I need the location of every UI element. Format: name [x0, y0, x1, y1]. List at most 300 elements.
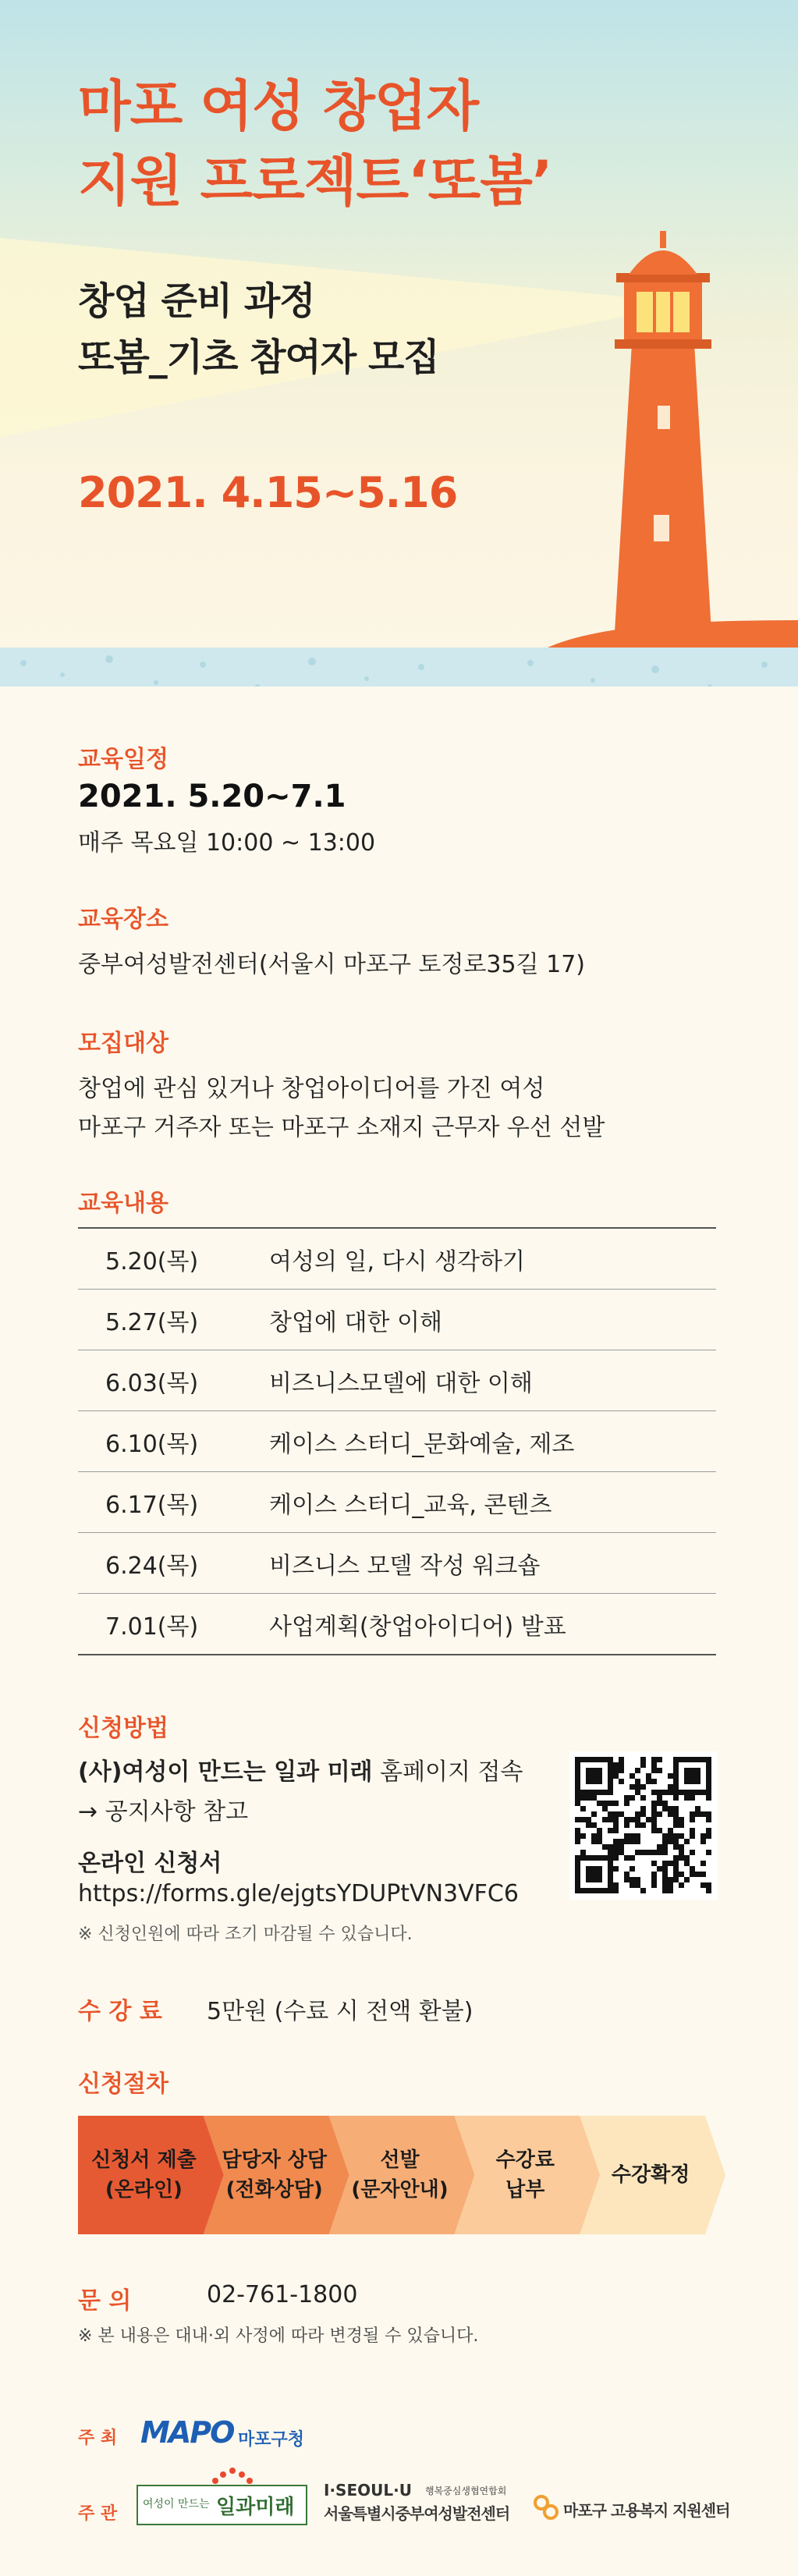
- qr-module: [662, 1833, 668, 1839]
- qr-module: [668, 1882, 673, 1888]
- qr-module: [679, 1757, 684, 1762]
- qr-module: [575, 1773, 580, 1779]
- qr-module: [684, 1861, 690, 1866]
- qr-module: [608, 1866, 613, 1872]
- mapo-gu-office: 마포구청: [238, 2430, 305, 2450]
- qr-module: [608, 1784, 613, 1790]
- qr-module: [706, 1768, 711, 1773]
- qr-module: [586, 1790, 591, 1795]
- qr-module: [700, 1882, 706, 1888]
- qr-module: [597, 1866, 602, 1872]
- procedure-step-line-2: (문자안내): [351, 2178, 449, 2202]
- qr-module: [673, 1806, 679, 1811]
- online-form-url[interactable]: https://forms.gle/ejgtsYDUPtVN3VFC6: [78, 1880, 519, 1907]
- qr-module: [613, 1762, 619, 1768]
- qr-module: [575, 1861, 580, 1866]
- qr-module: [684, 1768, 690, 1773]
- qr-module: [608, 1872, 613, 1877]
- qr-module: [662, 1872, 668, 1877]
- qr-module: [597, 1888, 602, 1893]
- subtitle-line-2: 또봄_기초 참여자 모집: [78, 335, 439, 379]
- qr-module: [651, 1822, 657, 1828]
- qr-module: [613, 1855, 619, 1861]
- qr-module: [635, 1817, 640, 1822]
- qr-module: [700, 1861, 706, 1866]
- title-line-2: 지원 프로젝트‘또봄’: [78, 149, 552, 213]
- curriculum-date: 6.24(목): [105, 1552, 199, 1580]
- fee-text: 5만원 (수료 시 전액 환불): [207, 1998, 473, 2025]
- qr-module: [673, 1817, 679, 1822]
- qr-module: [662, 1882, 668, 1888]
- qr-module: [640, 1811, 646, 1817]
- qr-module: [668, 1828, 673, 1833]
- curriculum-row: [78, 1533, 716, 1594]
- qr-module: [690, 1768, 695, 1773]
- qr-module: [662, 1888, 668, 1893]
- qr-module: [673, 1861, 679, 1866]
- section-label-procedure: 신청절차: [78, 2070, 168, 2098]
- org1-main-text: 일과미래: [216, 2496, 295, 2519]
- qr-module: [673, 1779, 679, 1784]
- qr-module: [640, 1757, 646, 1762]
- qr-module: [706, 1850, 711, 1855]
- qr-module: [690, 1779, 695, 1784]
- section-label-venue: 교육장소: [78, 906, 168, 933]
- schedule-dates: 2021. 5.20~7.1: [78, 779, 346, 814]
- qr-module: [591, 1790, 597, 1795]
- qr-module: [608, 1773, 613, 1779]
- host-label: 주 최: [78, 2429, 118, 2448]
- qr-module: [608, 1828, 613, 1833]
- procedure-step-line-2: (전화상담): [225, 2178, 323, 2202]
- qr-module: [640, 1762, 646, 1768]
- qr-module: [624, 1855, 630, 1861]
- employment-center-name: 마포구 고용복지 지원센터: [563, 2501, 730, 2520]
- sea-foam: [0, 648, 798, 687]
- qr-module: [684, 1790, 690, 1795]
- qr-module: [580, 1790, 586, 1795]
- qr-module: [591, 1811, 597, 1817]
- curriculum-content: 비즈니스 모델 작성 워크숍: [269, 1552, 541, 1580]
- qr-module: [597, 1790, 602, 1795]
- qr-module: [613, 1768, 619, 1773]
- qr-module: [602, 1855, 608, 1861]
- section-label-curriculum: 교육내용: [78, 1190, 168, 1217]
- qr-module: [635, 1768, 640, 1773]
- qr-module: [668, 1806, 673, 1811]
- organizer-label: 주 관: [78, 2504, 118, 2524]
- qr-module: [580, 1757, 586, 1762]
- qr-module: [651, 1882, 657, 1888]
- qr-module: [679, 1850, 684, 1855]
- qr-module: [608, 1861, 613, 1866]
- qr-module: [673, 1811, 679, 1817]
- qr-module: [597, 1833, 602, 1839]
- qr-module: [651, 1768, 657, 1773]
- hero-banner: [0, 0, 798, 687]
- qr-code[interactable]: [569, 1751, 718, 1900]
- curriculum-row: [78, 1229, 716, 1290]
- qr-module: [651, 1801, 657, 1806]
- qr-code-image: [569, 1751, 718, 1900]
- qr-module: [602, 1801, 608, 1806]
- qr-module: [613, 1817, 619, 1822]
- qr-module: [602, 1806, 608, 1811]
- qr-module: [651, 1850, 657, 1855]
- qr-module: [613, 1888, 619, 1893]
- qr-module: [608, 1888, 613, 1893]
- qr-module: [608, 1762, 613, 1768]
- qr-module: [602, 1817, 608, 1822]
- qr-module: [624, 1822, 630, 1828]
- qr-module: [635, 1811, 640, 1817]
- apply-line-1-rest: 홈페이지 접속: [372, 1758, 523, 1786]
- qr-module: [575, 1768, 580, 1773]
- apply-note: ※ 신청인원에 따라 조기 마감될 수 있습니다.: [78, 1925, 413, 1944]
- qr-module: [651, 1757, 657, 1762]
- qr-module: [679, 1872, 684, 1877]
- qr-module: [668, 1811, 673, 1817]
- qr-module: [630, 1833, 635, 1839]
- qr-module: [657, 1801, 662, 1806]
- procedure-step: [590, 2116, 711, 2234]
- qr-module: [684, 1839, 690, 1844]
- qr-module: [591, 1839, 597, 1844]
- qr-module: [575, 1872, 580, 1877]
- qr-module: [575, 1839, 580, 1844]
- qr-module: [591, 1855, 597, 1861]
- qr-module: [602, 1844, 608, 1850]
- qr-module: [586, 1822, 591, 1828]
- qr-module: [586, 1877, 591, 1882]
- qr-module: [613, 1866, 619, 1872]
- section-label-fee: 수 강 료: [78, 1998, 162, 2025]
- qr-module: [662, 1801, 668, 1806]
- qr-module: [619, 1779, 624, 1784]
- qr-module: [651, 1811, 657, 1817]
- qr-module: [575, 1762, 580, 1768]
- qr-module: [690, 1790, 695, 1795]
- qr-module: [690, 1872, 695, 1877]
- qr-module: [586, 1773, 591, 1779]
- qr-module: [662, 1839, 668, 1844]
- qr-module: [657, 1790, 662, 1795]
- qr-module: [662, 1861, 668, 1866]
- org1-dots-icon: [211, 2465, 257, 2486]
- qr-module: [651, 1861, 657, 1866]
- qr-module: [673, 1784, 679, 1790]
- qr-module: [646, 1773, 651, 1779]
- recruit-period: 2021. 4.15~5.16: [78, 468, 458, 517]
- lighthouse-illustration: [499, 226, 798, 679]
- qr-module: [668, 1784, 673, 1790]
- qr-module: [651, 1828, 657, 1833]
- qr-module: [608, 1811, 613, 1817]
- qr-module: [624, 1872, 630, 1877]
- qr-module: [646, 1850, 651, 1855]
- qr-module: [597, 1828, 602, 1833]
- qr-module: [673, 1773, 679, 1779]
- qr-module: [591, 1822, 597, 1828]
- qr-module: [608, 1817, 613, 1822]
- qr-module: [700, 1839, 706, 1844]
- qr-module: [635, 1784, 640, 1790]
- qr-module: [657, 1795, 662, 1801]
- main-title: [78, 69, 552, 218]
- qr-module: [684, 1779, 690, 1784]
- qr-module: [630, 1817, 635, 1822]
- qr-module: [624, 1833, 630, 1839]
- org2-main-text: 서울특별시중부여성발전센터: [324, 2504, 510, 2523]
- qr-module: [668, 1877, 673, 1882]
- qr-module: [608, 1844, 613, 1850]
- qr-module: [597, 1757, 602, 1762]
- qr-module: [635, 1850, 640, 1855]
- qr-module: [602, 1790, 608, 1795]
- qr-module: [690, 1773, 695, 1779]
- qr-module: [679, 1790, 684, 1795]
- curriculum-date: 7.01(목): [105, 1613, 199, 1641]
- qr-module: [657, 1757, 662, 1762]
- qr-module: [591, 1773, 597, 1779]
- qr-module: [575, 1855, 580, 1861]
- qr-module: [575, 1866, 580, 1872]
- qr-module: [580, 1806, 586, 1811]
- qr-module: [597, 1839, 602, 1844]
- qr-module: [657, 1811, 662, 1817]
- qr-module: [624, 1795, 630, 1801]
- qr-module: [673, 1795, 679, 1801]
- qr-module: [580, 1833, 586, 1839]
- section-label-schedule: 교육일정: [78, 746, 168, 773]
- qr-module: [575, 1833, 580, 1839]
- qr-module: [695, 1773, 700, 1779]
- curriculum-row: [78, 1350, 716, 1411]
- qr-module: [613, 1844, 619, 1850]
- qr-module: [613, 1822, 619, 1828]
- qr-module: [608, 1779, 613, 1784]
- qr-module: [630, 1866, 635, 1872]
- target-line-2: 마포구 거주자 또는 마포구 소재지 근무자 우선 선발: [78, 1114, 605, 1141]
- qr-module: [613, 1801, 619, 1806]
- qr-module: [662, 1790, 668, 1795]
- online-form-title: 온라인 신청서: [78, 1850, 222, 1877]
- section-label-apply: 신청방법: [78, 1715, 168, 1742]
- qr-module: [591, 1779, 597, 1784]
- qr-module: [619, 1844, 624, 1850]
- qr-module: [657, 1866, 662, 1872]
- qr-module: [597, 1872, 602, 1877]
- qr-module: [635, 1822, 640, 1828]
- qr-module: [640, 1850, 646, 1855]
- qr-module: [591, 1795, 597, 1801]
- qr-module: [679, 1822, 684, 1828]
- procedure-step-line-1: 선발: [380, 2148, 420, 2172]
- qr-module: [706, 1762, 711, 1768]
- qr-module: [662, 1850, 668, 1855]
- qr-module: [646, 1817, 651, 1822]
- qr-module: [586, 1888, 591, 1893]
- employment-center-icon: [530, 2492, 562, 2523]
- qr-module: [613, 1811, 619, 1817]
- qr-module: [597, 1877, 602, 1882]
- qr-module: [591, 1877, 597, 1882]
- qr-module: [706, 1795, 711, 1801]
- qr-module: [651, 1779, 657, 1784]
- org2-small-text: 행복중심생협연합회: [425, 2486, 507, 2496]
- qr-module: [586, 1795, 591, 1801]
- qr-module: [591, 1888, 597, 1893]
- qr-module: [700, 1790, 706, 1795]
- qr-module: [613, 1839, 619, 1844]
- qr-module: [684, 1877, 690, 1882]
- qr-module: [673, 1757, 679, 1762]
- qr-module: [673, 1844, 679, 1850]
- curriculum-row: [78, 1290, 716, 1350]
- contact-phone: 02-761-1800: [207, 2281, 358, 2308]
- qr-module: [657, 1844, 662, 1850]
- qr-module: [580, 1817, 586, 1822]
- qr-module: [695, 1768, 700, 1773]
- qr-module: [575, 1817, 580, 1822]
- qr-module: [630, 1784, 635, 1790]
- subtitle-line-1: 창업 준비 과정: [78, 279, 315, 323]
- procedure-step-line-1: 담당자 상담: [222, 2148, 328, 2172]
- qr-module: [586, 1768, 591, 1773]
- qr-module: [690, 1850, 695, 1855]
- qr-module: [657, 1828, 662, 1833]
- qr-module: [695, 1779, 700, 1784]
- target-line-1: 창업에 관심 있거나 창업아이디어를 가진 여성: [78, 1075, 545, 1102]
- apply-line-2: → 공지사항 참고: [78, 1798, 249, 1826]
- qr-module: [586, 1866, 591, 1872]
- qr-module: [662, 1877, 668, 1882]
- qr-module: [706, 1817, 711, 1822]
- qr-module: [635, 1839, 640, 1844]
- curriculum-table: [78, 1227, 716, 1655]
- qr-module: [679, 1833, 684, 1839]
- venue-address: 중부여성발전센터(서울시 마포구 토정로35길 17): [78, 951, 586, 978]
- qr-module: [608, 1882, 613, 1888]
- section-label-contact: 문 의: [78, 2287, 132, 2315]
- procedure-step-line-1: 수강료: [495, 2148, 555, 2172]
- qr-module: [591, 1872, 597, 1877]
- qr-module: [575, 1801, 580, 1806]
- qr-module: [575, 1877, 580, 1882]
- qr-module: [651, 1790, 657, 1795]
- curriculum-date: 6.03(목): [105, 1369, 199, 1397]
- curriculum-row: [78, 1594, 716, 1654]
- curriculum-content: 창업에 대한 이해: [269, 1308, 442, 1336]
- qr-module: [662, 1806, 668, 1811]
- qr-module: [690, 1757, 695, 1762]
- qr-module: [619, 1757, 624, 1762]
- qr-module: [630, 1877, 635, 1882]
- curriculum-date: 5.20(목): [105, 1247, 199, 1276]
- procedure-step-line-2: (온라인): [105, 2178, 183, 2202]
- qr-module: [597, 1779, 602, 1784]
- qr-module: [706, 1882, 711, 1888]
- qr-module: [613, 1773, 619, 1779]
- qr-module: [635, 1882, 640, 1888]
- qr-module: [695, 1811, 700, 1817]
- qr-module: [640, 1822, 646, 1828]
- qr-module: [613, 1828, 619, 1833]
- qr-module: [624, 1801, 630, 1806]
- sub-title: [78, 273, 439, 385]
- qr-module: [586, 1817, 591, 1822]
- qr-module: [673, 1822, 679, 1828]
- curriculum-date: 5.27(목): [105, 1308, 199, 1336]
- qr-module: [613, 1850, 619, 1855]
- qr-module: [662, 1844, 668, 1850]
- qr-module: [706, 1811, 711, 1817]
- qr-module: [668, 1773, 673, 1779]
- qr-module: [635, 1833, 640, 1839]
- qr-module: [608, 1768, 613, 1773]
- qr-module: [657, 1850, 662, 1855]
- qr-module: [706, 1773, 711, 1779]
- qr-module: [580, 1888, 586, 1893]
- qr-module: [679, 1844, 684, 1850]
- qr-module: [624, 1839, 630, 1844]
- curriculum-content: 케이스 스터디_문화예술, 제조: [269, 1430, 575, 1458]
- qr-module: [673, 1866, 679, 1872]
- qr-module: [575, 1779, 580, 1784]
- qr-module: [673, 1768, 679, 1773]
- qr-module: [619, 1762, 624, 1768]
- qr-module: [591, 1757, 597, 1762]
- title-line-1: 마포 여성 창업자: [78, 74, 479, 138]
- qr-module: [695, 1790, 700, 1795]
- qr-module: [580, 1855, 586, 1861]
- curriculum-content: 여성의 일, 다시 생각하기: [269, 1247, 525, 1276]
- curriculum-content: 사업계획(창업아이디어) 발표: [269, 1613, 566, 1641]
- qr-module: [591, 1866, 597, 1872]
- qr-module: [657, 1768, 662, 1773]
- org-logo-women-future: [137, 2485, 307, 2525]
- qr-module: [608, 1877, 613, 1882]
- qr-module: [668, 1790, 673, 1795]
- section-label-target: 모집대상: [78, 1030, 168, 1057]
- qr-module: [575, 1888, 580, 1893]
- procedure-step-line-1: 신청서 제출: [91, 2148, 197, 2172]
- schedule-time: 매주 목요일 10:00 ~ 13:00: [78, 829, 376, 857]
- procedure-step: [214, 2116, 335, 2234]
- qr-module: [575, 1757, 580, 1762]
- qr-module: [646, 1779, 651, 1784]
- qr-module: [608, 1790, 613, 1795]
- qr-module: [700, 1757, 706, 1762]
- apply-line-1: [78, 1752, 523, 1787]
- curriculum-row: [78, 1472, 716, 1533]
- qr-module: [586, 1855, 591, 1861]
- qr-module: [640, 1784, 646, 1790]
- qr-module: [575, 1882, 580, 1888]
- qr-module: [635, 1877, 640, 1882]
- procedure-flow: [78, 2116, 725, 2234]
- qr-module: [597, 1773, 602, 1779]
- qr-module: [575, 1828, 580, 1833]
- qr-module: [586, 1757, 591, 1762]
- iseoulu-logo: I·SEOUL·U: [324, 2481, 412, 2500]
- qr-module: [624, 1817, 630, 1822]
- qr-module: [640, 1888, 646, 1893]
- qr-module: [673, 1833, 679, 1839]
- qr-module: [668, 1888, 673, 1893]
- qr-module: [706, 1757, 711, 1762]
- qr-module: [619, 1811, 624, 1817]
